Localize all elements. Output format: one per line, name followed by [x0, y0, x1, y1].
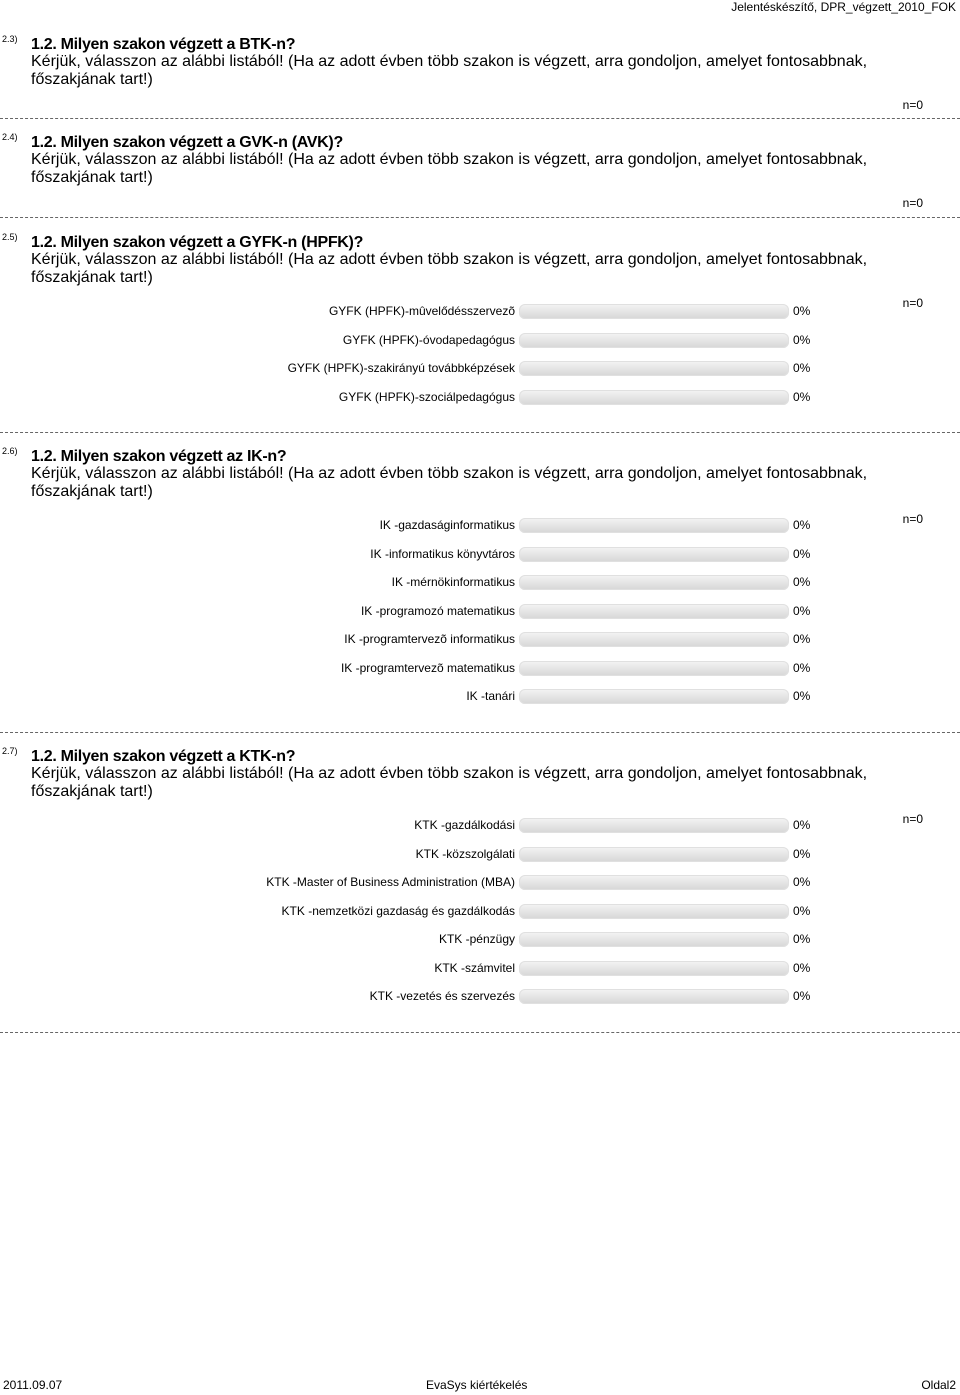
- separator: [0, 1032, 960, 1033]
- question-number: 2.3): [2, 34, 18, 44]
- question-number: 2.4): [2, 132, 18, 142]
- question-title: 1.2. Milyen szakon végzett a BTK-n?: [31, 36, 296, 53]
- separator: [0, 217, 960, 218]
- percentage-bar: [519, 961, 789, 976]
- option-percentage: 0%: [793, 518, 811, 532]
- percentage-bar: [519, 989, 789, 1004]
- option-label: GYFK (HPFK)-óvodapedagógus: [342, 333, 515, 347]
- separator: [0, 432, 960, 433]
- option-row: [0, 603, 960, 623]
- footer-date: 2011.09.07: [3, 1378, 63, 1392]
- option-label: IK -tanári: [466, 689, 515, 703]
- option-row: [0, 874, 960, 894]
- option-percentage: 0%: [793, 818, 811, 832]
- option-label: KTK -közszolgálati: [415, 847, 515, 861]
- option-percentage: 0%: [793, 661, 811, 675]
- percentage-bar: [519, 904, 789, 919]
- option-label: KTK -számvitel: [434, 961, 515, 975]
- option-row: [0, 931, 960, 951]
- option-row: [0, 817, 960, 837]
- option-percentage: 0%: [793, 847, 811, 861]
- separator: [0, 732, 960, 733]
- option-percentage: 0%: [793, 604, 811, 618]
- footer-center: EvaSys kiértékelés: [426, 1378, 528, 1392]
- option-label: IK -mérnökinformatikus: [391, 575, 515, 589]
- percentage-bar: [519, 818, 789, 833]
- response-count: n=0: [902, 296, 923, 310]
- percentage-bar: [519, 333, 789, 348]
- option-label: IK -gazdaságinformatikus: [379, 518, 515, 532]
- option-percentage: 0%: [793, 932, 811, 946]
- option-percentage: 0%: [793, 904, 811, 918]
- option-row: [0, 360, 960, 380]
- percentage-bar: [519, 304, 789, 319]
- option-row: [0, 303, 960, 323]
- option-percentage: 0%: [793, 361, 811, 375]
- option-row: [0, 517, 960, 537]
- question-title: 1.2. Milyen szakon végzett az IK-n?: [31, 448, 287, 465]
- option-percentage: 0%: [793, 875, 811, 889]
- response-count: n=0: [902, 98, 923, 112]
- question-instruction: Kérjük, válasszon az alábbi listából! (Ha az adott évben több szakon is végzett, arra gondoljon, amelyet fontosabbnak, főszakjának tart!): [31, 151, 868, 186]
- option-row: [0, 389, 960, 409]
- question-title: 1.2. Milyen szakon végzett a GYFK-n (HPFK)?: [31, 234, 364, 251]
- option-label: IK -programtervezõ matematikus: [340, 661, 515, 675]
- option-percentage: 0%: [793, 390, 811, 404]
- option-row: [0, 332, 960, 352]
- percentage-bar: [519, 547, 789, 562]
- question-instruction: Kérjük, válasszon az alábbi listából! (Ha az adott évben több szakon is végzett, arra gondoljon, amelyet fontosabbnak, főszakjának tart!): [31, 465, 868, 500]
- option-label: KTK -gazdálkodási: [414, 818, 515, 832]
- option-label: KTK -nemzetközi gazdaság és gazdálkodás: [281, 904, 515, 918]
- option-percentage: 0%: [793, 333, 811, 347]
- option-label: KTK -vezetés és szervezés: [369, 989, 515, 1003]
- option-label: IK -programtervezõ informatikus: [344, 632, 515, 646]
- option-row: [0, 960, 960, 980]
- percentage-bar: [519, 875, 789, 890]
- option-label: GYFK (HPFK)-szociálpedagógus: [338, 390, 515, 404]
- option-row: [0, 688, 960, 708]
- question-instruction: Kérjük, válasszon az alábbi listából! (Ha az adott évben több szakon is végzett, arra gondoljon, amelyet fontosabbnak, főszakjának tart!): [31, 251, 868, 286]
- response-count: n=0: [902, 812, 923, 826]
- option-percentage: 0%: [793, 304, 811, 318]
- question-number: 2.6): [2, 446, 18, 456]
- option-percentage: 0%: [793, 961, 811, 975]
- percentage-bar: [519, 632, 789, 647]
- option-percentage: 0%: [793, 575, 811, 589]
- question-instruction: Kérjük, válasszon az alábbi listából! (Ha az adott évben több szakon is végzett, arra gondoljon, amelyet fontosabbnak, főszakjának tart!): [31, 53, 868, 88]
- percentage-bar: [519, 390, 789, 405]
- percentage-bar: [519, 518, 789, 533]
- option-row: [0, 546, 960, 566]
- option-label: IK -informatikus könyvtáros: [370, 547, 515, 561]
- percentage-bar: [519, 575, 789, 590]
- option-percentage: 0%: [793, 689, 811, 703]
- option-row: [0, 631, 960, 651]
- question-number: 2.7): [2, 746, 18, 756]
- response-count: n=0: [902, 196, 923, 210]
- separator: [0, 118, 960, 119]
- percentage-bar: [519, 847, 789, 862]
- percentage-bar: [519, 604, 789, 619]
- report-header-title: Jelentéskészítő, DPR_végzett_2010_FOK: [731, 0, 956, 14]
- option-percentage: 0%: [793, 632, 811, 646]
- percentage-bar: [519, 361, 789, 376]
- option-label: GYFK (HPFK)-mûvelődésszervezõ: [328, 304, 515, 318]
- option-label: IK -programozó matematikus: [360, 604, 515, 618]
- option-row: [0, 660, 960, 680]
- option-row: [0, 903, 960, 923]
- footer-page: Oldal2: [921, 1378, 956, 1392]
- percentage-bar: [519, 689, 789, 704]
- option-percentage: 0%: [793, 547, 811, 561]
- question-instruction: Kérjük, válasszon az alábbi listából! (Ha az adott évben több szakon is végzett, arra gondoljon, amelyet fontosabbnak, főszakjának tart!): [31, 765, 868, 800]
- option-row: [0, 846, 960, 866]
- question-number: 2.5): [2, 232, 18, 242]
- response-count: n=0: [902, 512, 923, 526]
- option-row: [0, 574, 960, 594]
- option-row: [0, 988, 960, 1008]
- option-label: KTK -pénzügy: [438, 932, 515, 946]
- percentage-bar: [519, 661, 789, 676]
- question-title: 1.2. Milyen szakon végzett a GVK-n (AVK)?: [31, 134, 343, 151]
- percentage-bar: [519, 932, 789, 947]
- option-percentage: 0%: [793, 989, 811, 1003]
- option-label: KTK -Master of Business Administration (MBA): [266, 875, 515, 889]
- question-title: 1.2. Milyen szakon végzett a KTK-n?: [31, 748, 296, 765]
- option-label: GYFK (HPFK)-szakirányú továbbképzések: [287, 361, 515, 375]
